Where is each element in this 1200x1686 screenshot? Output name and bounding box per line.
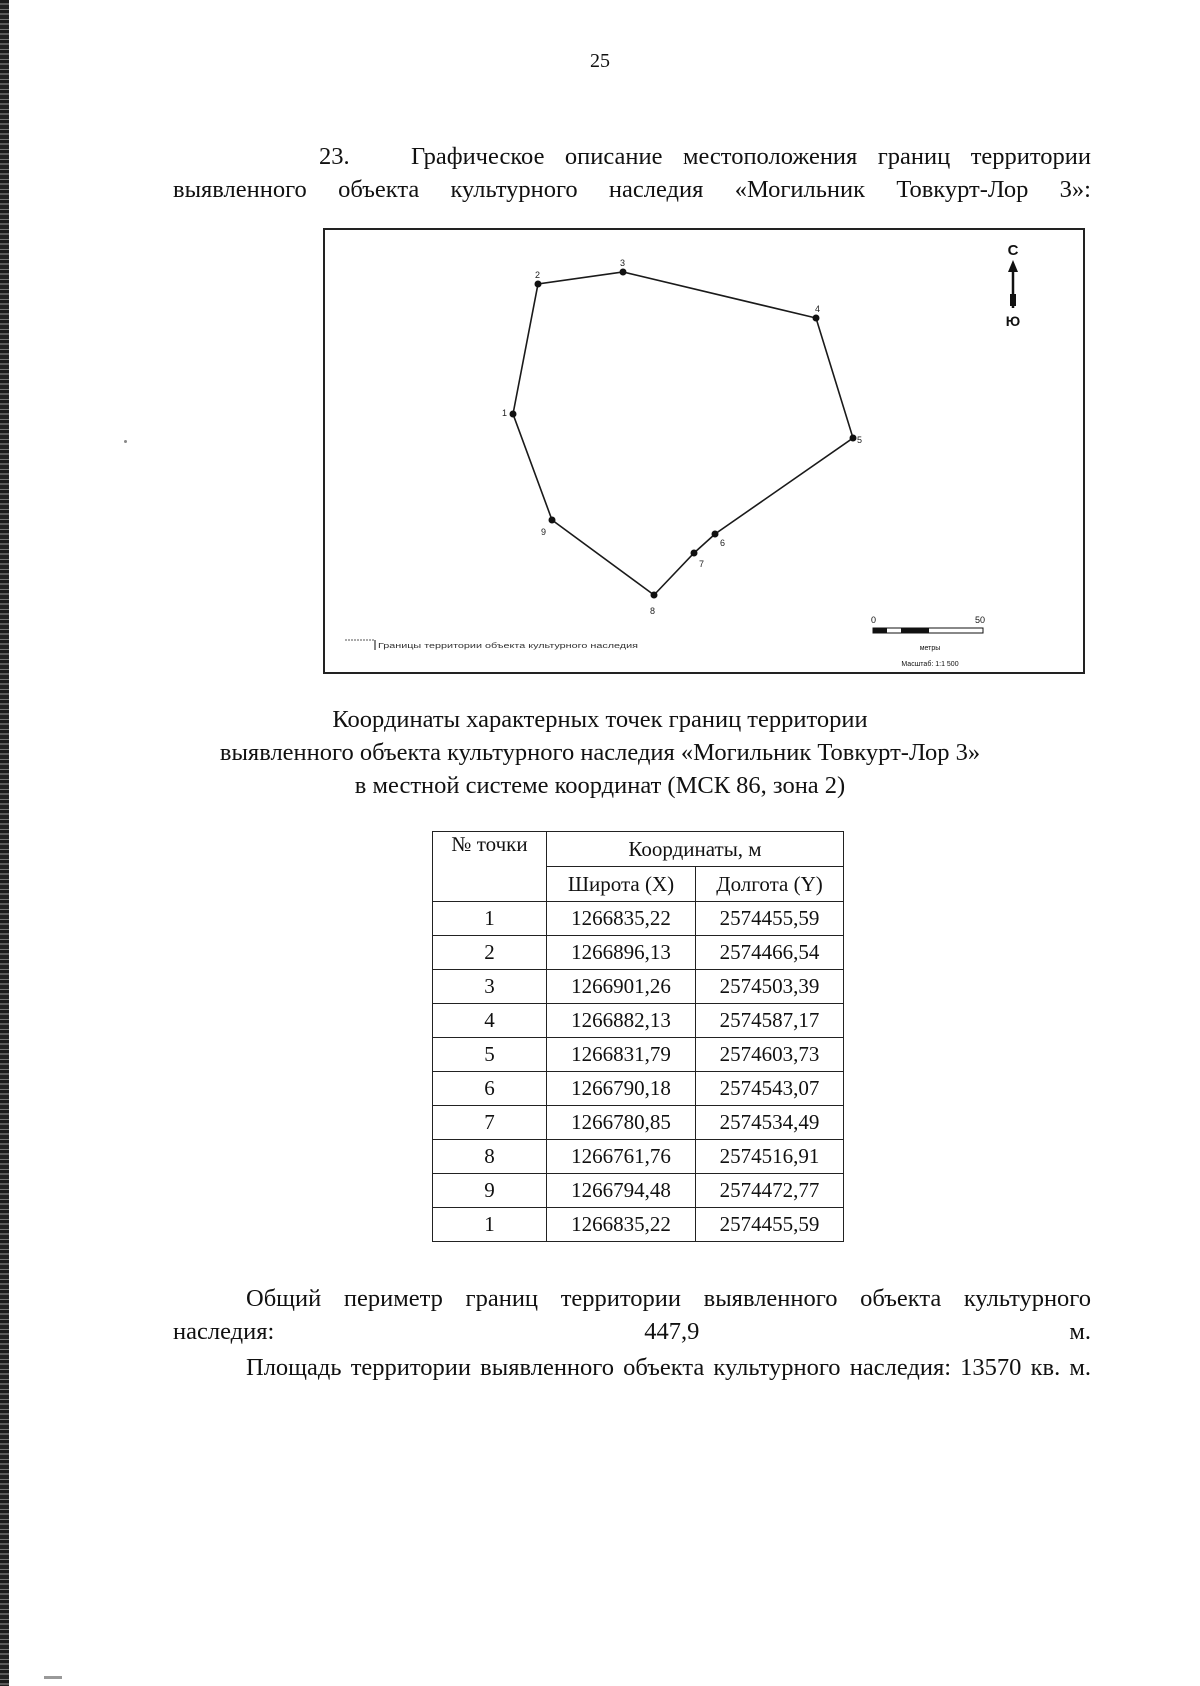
boundary-point: [510, 411, 517, 418]
scale-ratio-text: Масштаб: 1:1 500: [901, 661, 959, 668]
table-row: [433, 1208, 844, 1242]
cell-point: 8: [433, 1140, 547, 1174]
cell-point: 4: [433, 1004, 547, 1038]
point-label: 9: [541, 527, 547, 537]
cell-y: 2574472,77: [696, 1174, 844, 1208]
boundary-point: [813, 315, 820, 322]
boundary-point: [651, 592, 658, 599]
section-heading: [173, 140, 1091, 206]
table-row: [433, 1140, 844, 1174]
boundary-point: [549, 517, 556, 524]
table-row: [433, 1072, 844, 1106]
header-latitude: Широта (X): [547, 867, 696, 902]
cell-x: 1266835,22: [547, 1208, 696, 1242]
cell-x: 1266790,18: [547, 1072, 696, 1106]
table-row: [433, 1004, 844, 1038]
cell-point: 2: [433, 936, 547, 970]
north-label: С: [1007, 242, 1019, 259]
caption-line: выявленного объекта культурного наследия «Могильник Товкурт-Лор 3»: [219, 739, 981, 766]
cell-y: 2574543,07: [696, 1072, 844, 1106]
cell-point: 7: [433, 1106, 547, 1140]
table-header-row: [433, 832, 844, 867]
cell-x: 1266794,48: [547, 1174, 696, 1208]
scale-unit-label: метры: [919, 645, 941, 652]
table-row: [433, 1174, 844, 1208]
cell-point: 1: [433, 902, 547, 936]
scale-bar: [871, 615, 985, 668]
cell-point: 9: [433, 1174, 547, 1208]
cell-y: 2574516,91: [696, 1140, 844, 1174]
point-label: 6: [720, 538, 726, 548]
cell-y: 2574455,59: [696, 902, 844, 936]
cell-point: 3: [433, 970, 547, 1004]
cell-y: 2574587,17: [696, 1004, 844, 1038]
point-label: 2: [535, 270, 541, 280]
point-label: 5: [857, 435, 863, 445]
cell-y: 2574466,54: [696, 936, 844, 970]
south-label: Ю: [1005, 313, 1021, 329]
page-number: 25: [590, 50, 610, 72]
point-label: 3: [620, 258, 626, 268]
perimeter-paragraph: Общий периметр границ территории выявленного объекта культурного наследия: 447,9 м.: [173, 1285, 1091, 1345]
section-number: 23.: [319, 143, 350, 170]
cell-x: 1266882,13: [547, 1004, 696, 1038]
boundary-map: [323, 228, 1085, 674]
point-label: 1: [502, 408, 508, 418]
north-arrow-icon: [1006, 242, 1020, 329]
cell-x: 1266780,85: [547, 1106, 696, 1140]
cell-x: 1266761,76: [547, 1140, 696, 1174]
table-row: [433, 1038, 844, 1072]
scale-start-label: 0: [871, 615, 877, 625]
header-longitude: Долгота (Y): [696, 867, 844, 902]
coordinates-table: [432, 831, 844, 1242]
section-title: Графическое описание местоположения границ территории выявленного объекта культурного наследия «Могильник Товкурт-Лор 3»:: [173, 143, 1092, 203]
cell-point: 5: [433, 1038, 547, 1072]
scan-speck: [124, 440, 127, 443]
area-paragraph: Площадь территории выявленного объекта культурного наследия: 13570 кв. м.: [246, 1354, 1091, 1381]
cell-y: 2574455,59: [696, 1208, 844, 1242]
table-row: [433, 970, 844, 1004]
cell-x: 1266835,22: [547, 902, 696, 936]
point-label: 4: [815, 304, 821, 314]
caption-line: Координаты характерных точек границ территории: [332, 706, 868, 733]
scale-end-label: 50: [975, 615, 986, 625]
cell-y: 2574503,39: [696, 970, 844, 1004]
boundary-point: [691, 550, 698, 557]
table-row: [433, 936, 844, 970]
scan-artifact: [44, 1676, 62, 1679]
cell-x: 1266831,79: [547, 1038, 696, 1072]
header-coordinates: Координаты, м: [547, 832, 844, 867]
cell-point: 6: [433, 1072, 547, 1106]
table-row: [433, 1106, 844, 1140]
table-row: [433, 902, 844, 936]
cell-x: 1266896,13: [547, 936, 696, 970]
page-scan-edge: [0, 0, 9, 1686]
boundary-polygon: [513, 272, 853, 595]
legend-text: Границы территории объекта культурного наследия: [378, 643, 547, 650]
point-label: 8: [650, 606, 656, 616]
point-label: 7: [699, 559, 705, 569]
boundary-point: [712, 531, 719, 538]
cell-x: 1266901,26: [547, 970, 696, 1004]
table-caption: [0, 703, 1200, 802]
caption-line: в местной системе координат (МСК 86, зона 2): [354, 772, 846, 799]
boundary-points: [510, 269, 857, 599]
cell-y: 2574534,49: [696, 1106, 844, 1140]
map-legend: [345, 640, 638, 650]
cell-point: 1: [433, 1208, 547, 1242]
cell-y: 2574603,73: [696, 1038, 844, 1072]
header-point: № точки: [433, 832, 547, 902]
boundary-point: [850, 435, 857, 442]
boundary-point: [620, 269, 627, 276]
boundary-point: [535, 281, 542, 288]
